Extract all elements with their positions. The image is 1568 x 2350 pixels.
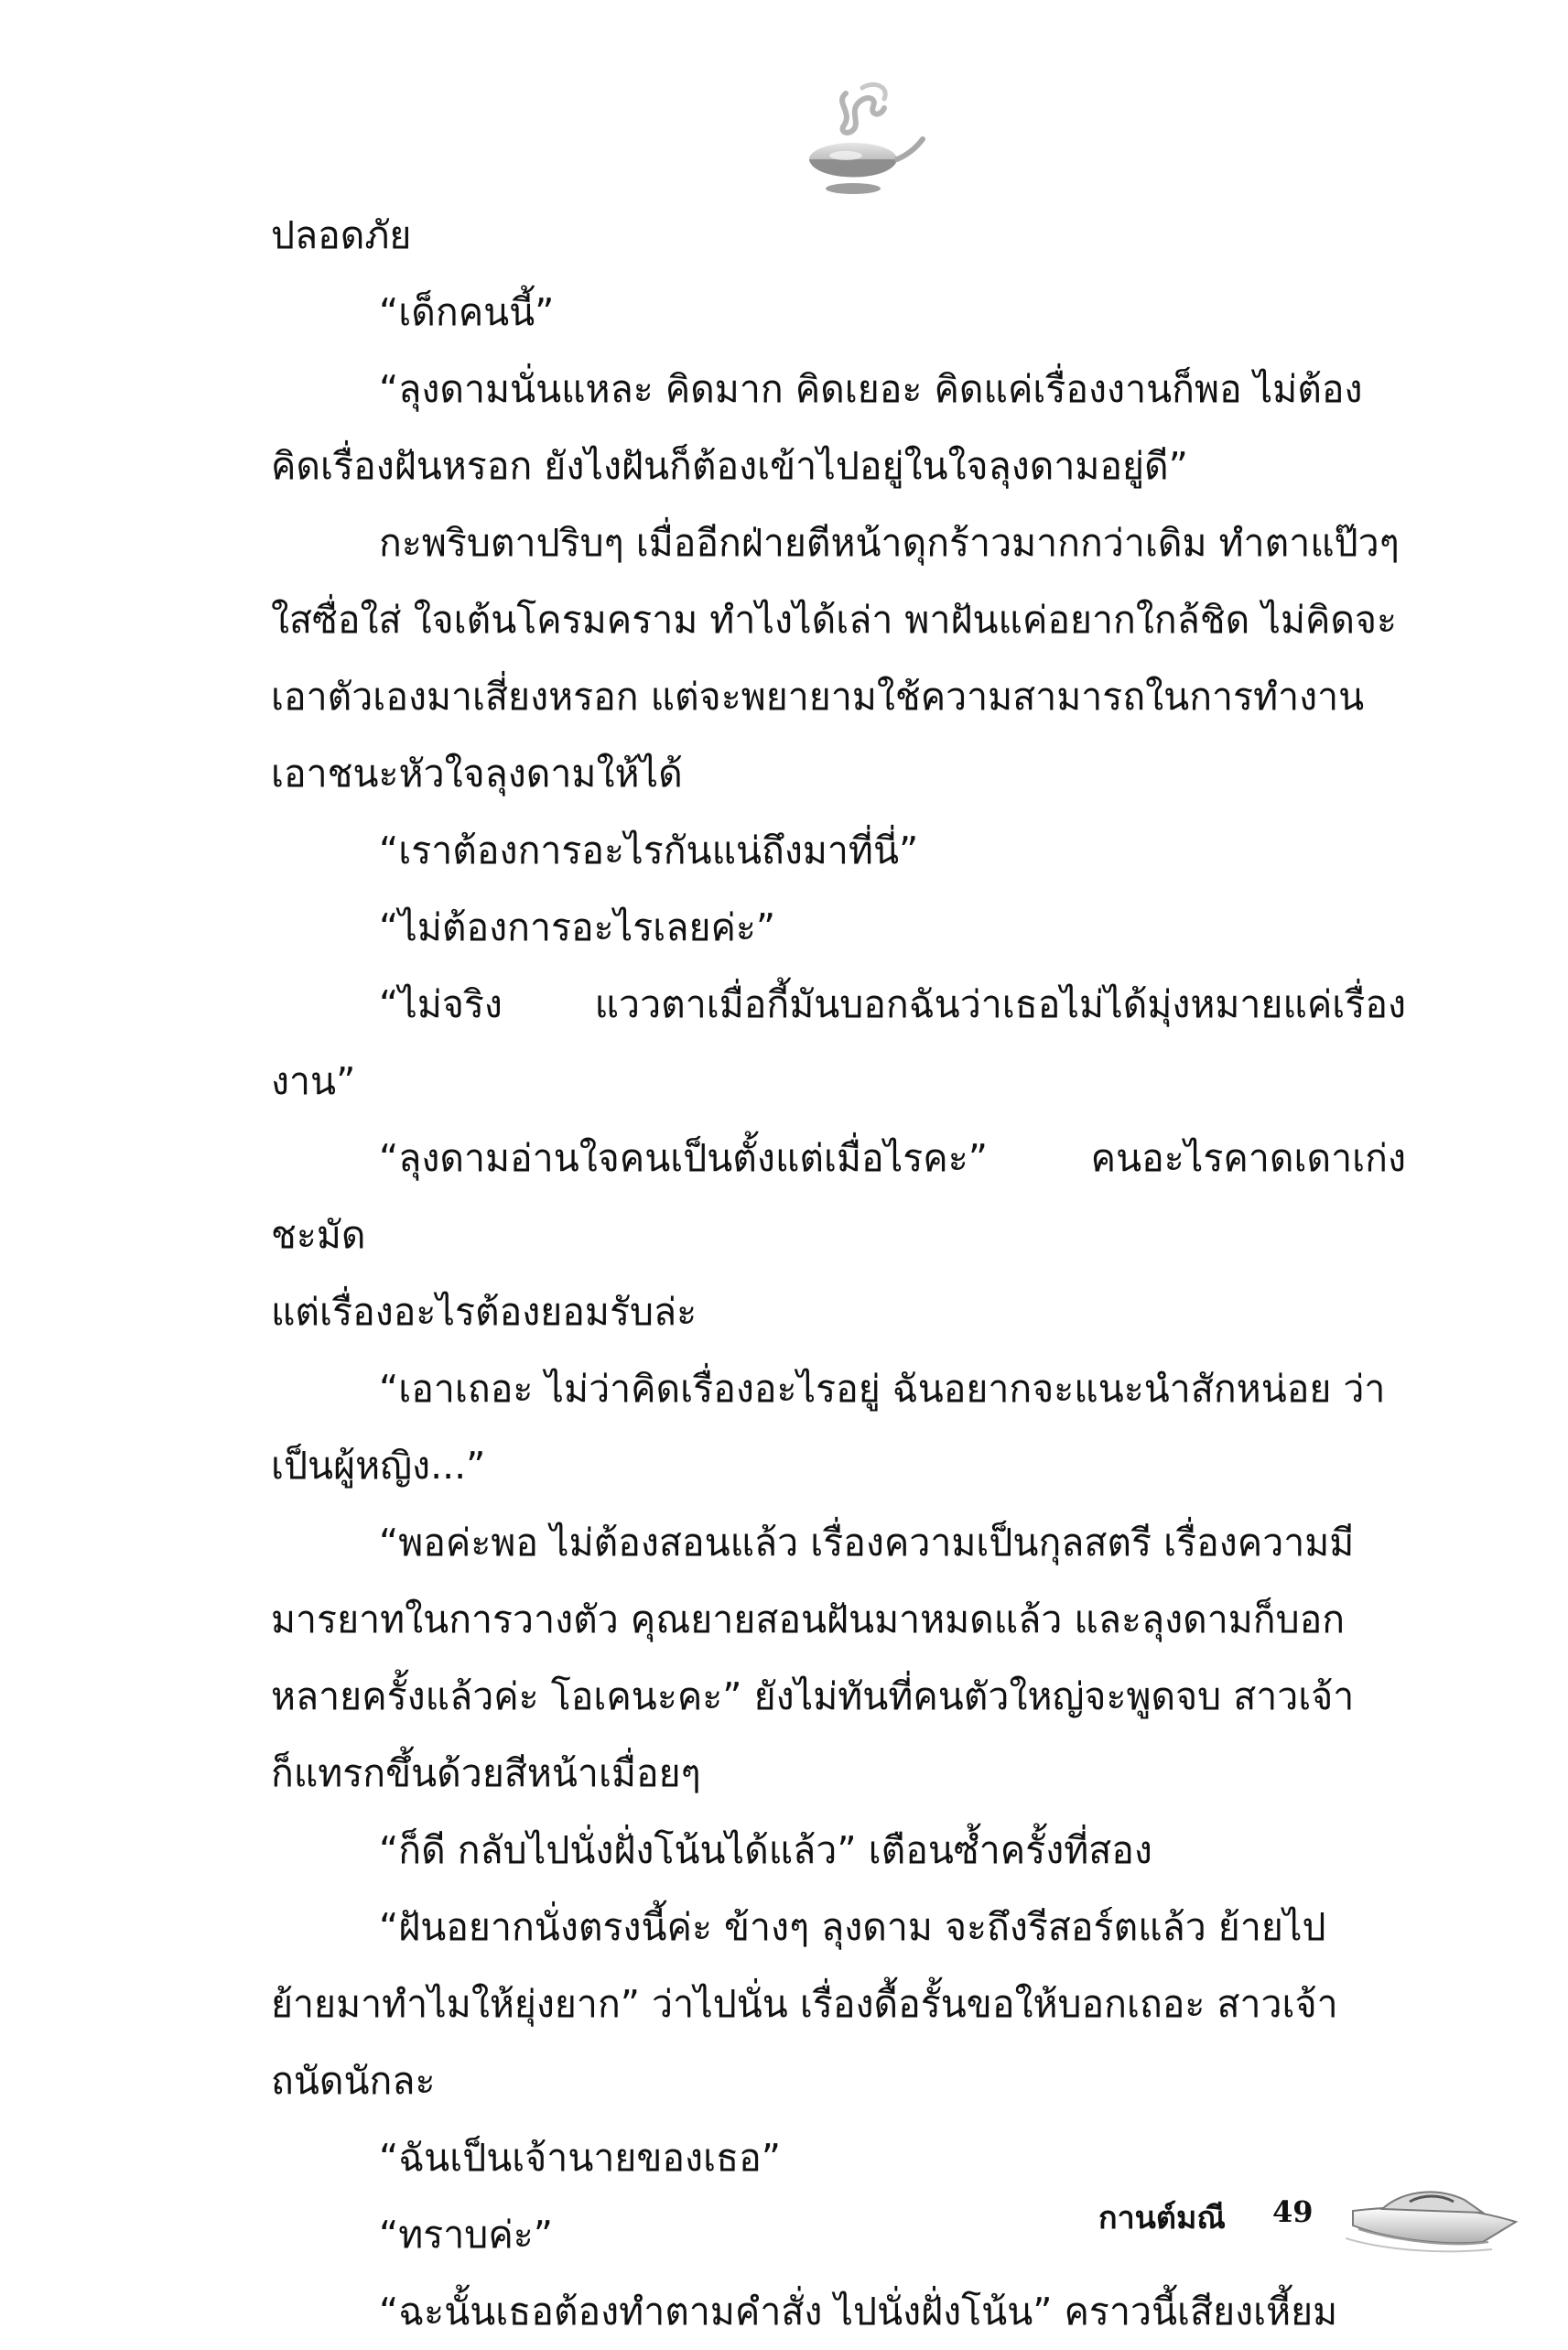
text-line: เป็นผู้หญิง...” xyxy=(271,1444,486,1488)
speedboat-icon xyxy=(1346,2158,1519,2258)
text-line: คิดเรื่องฝันหรอก ยังไงฝันก็ต้องเข้าไปอยู่ในใจลุงดามอยู่ดี” xyxy=(271,444,1188,488)
book-title: กานต์มณี xyxy=(1098,2200,1226,2236)
text-line: มารยาทในการวางตัว คุณยายสอนฝันมาหมดแล้ว และลุงดามก็บอก xyxy=(271,1597,1346,1641)
text-line: “ลุงดามนั่นแหละ คิดมาก คิดเยอะ คิดแค่เรื่องงานก็พอ ไม่ต้อง xyxy=(379,367,1363,411)
text-line: “ไม่ต้องการอะไรเลยค่ะ” xyxy=(379,905,776,949)
text-line: แต่เรื่องอะไรต้องยอมรับล่ะ xyxy=(271,1290,697,1334)
text-line: หลายครั้งแล้วค่ะ โอเคนะคะ” ยังไม่ทันที่คนตัวใหญ่จะพูดจบ สาวเจ้า xyxy=(271,1674,1355,1718)
text-line: ใสซื่อใส่ ใจเต้นโครมคราม ทำไงได้เล่า พาฝันแค่อยากใกล้ชิด ไม่คิดจะ xyxy=(271,598,1398,642)
text-line: “เด็กคนนี้” xyxy=(379,290,555,334)
text-line: ถนัดนักละ xyxy=(271,2059,436,2103)
body-text xyxy=(271,197,1406,2350)
text-line: “ไม่จริง แววตาเมื่อกี้มันบอกฉันว่าเธอไม่ได้มุ่งหมายแค่เรื่องงาน” xyxy=(271,982,1406,1103)
text-line: “เอาเถอะ ไม่ว่าคิดเรื่องอะไรอยู่ ฉันอยากจะแนะนำสักหน่อย ว่า xyxy=(379,1367,1386,1411)
text-line: ย้ายมาทำไมให้ยุ่งยาก” ว่าไปนั่น เรื่องดื้อรั้นขอให้บอกเถอะ สาวเจ้า xyxy=(271,1982,1338,2026)
text-line: “ฝันอยากนั่งตรงนี้ค่ะ ข้างๆ ลุงดาม จะถึงรีสอร์ตแล้ว ย้ายไป xyxy=(379,1905,1326,1949)
page-number: 49 xyxy=(1272,2194,1314,2229)
text-line: “ก็ดี กลับไปนั่งฝั่งโน้นได้แล้ว” เตือนซ้ำครั้งที่สอง xyxy=(379,1828,1152,1872)
text-line: “พอค่ะพอ ไม่ต้องสอนแล้ว เรื่องความเป็นกุลสตรี เรื่องความมี xyxy=(379,1521,1355,1565)
text-line: ปลอดภัย xyxy=(271,213,412,257)
text-line: “ฉันเป็นเจ้านายของเธอ” xyxy=(379,2136,781,2180)
text-line: “ทราบค่ะ” xyxy=(379,2213,554,2257)
text-line: ก็แทรกขึ้นด้วยสีหน้าเมื่อยๆ xyxy=(271,1751,701,1795)
text-line: “ฉะนั้นเธอต้องทำตามคำสั่ง ไปนั่งฝั่งโน้น” คราวนี้เสียงเหี้ยม xyxy=(379,2290,1338,2334)
page-footer xyxy=(1098,2193,1519,2266)
text-line: “เราต้องการอะไรกันแน่ถึงมาที่นี่” xyxy=(379,828,919,872)
text-line: เอาตัวเองมาเสี่ยงหรอก แต่จะพยายามใช้ความสามารถในการทำงาน xyxy=(271,675,1365,719)
text-line: “ลุงดามอ่านใจคนเป็นตั้งแต่เมื่อไรคะ” คนอะไรคาดเดาเก่งชะมัด xyxy=(271,1136,1406,1257)
text-line: เอาชนะหัวใจลุงดามให้ได้ xyxy=(271,752,683,796)
text-line: กะพริบตาปริบๆ เมื่ออีกฝ่ายตีหน้าดุกร้าวมากกว่าเดิม ทำตาแป๊วๆ xyxy=(379,521,1400,565)
teapot-ornament-icon xyxy=(789,75,926,212)
